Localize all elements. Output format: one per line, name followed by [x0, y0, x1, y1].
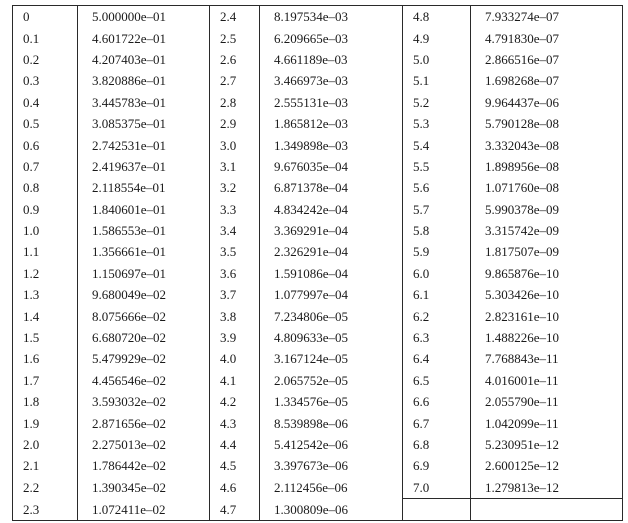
probability-value-cell: 7.933274e–07 — [471, 6, 623, 28]
probability-value-cell: 6.209665e–03 — [260, 27, 403, 48]
x-value-cell: 2.6 — [210, 49, 260, 70]
probability-value-cell: 1.042099e–11 — [471, 412, 623, 433]
table-row — [13, 455, 623, 476]
x-value-cell: 3.0 — [210, 134, 260, 155]
probability-value-cell: 2.555131e–03 — [260, 92, 403, 113]
x-value-cell: 1.9 — [13, 412, 78, 433]
x-value-cell: 2.0 — [13, 434, 78, 455]
table-row — [13, 177, 623, 198]
x-value-cell: 6.9 — [403, 455, 471, 476]
probability-value-cell: 5.412542e–06 — [260, 434, 403, 455]
x-value-cell: 6.3 — [403, 327, 471, 348]
table-row — [13, 134, 623, 155]
probability-value-cell: 1.300809e–06 — [260, 498, 403, 520]
probability-value-cell: 3.085375e–01 — [78, 113, 210, 134]
table-row — [13, 284, 623, 305]
table-row — [13, 241, 623, 262]
table-row — [13, 70, 623, 91]
x-value-cell: 2.9 — [210, 113, 260, 134]
probability-value-cell: 5.303426e–10 — [471, 284, 623, 305]
x-value-cell: 1.3 — [13, 284, 78, 305]
probability-value-cell: 8.197534e–03 — [260, 6, 403, 28]
probability-value-cell: 4.601722e–01 — [78, 27, 210, 48]
table-row — [13, 113, 623, 134]
x-value-cell: 4.0 — [210, 348, 260, 369]
x-value-cell: 5.5 — [403, 156, 471, 177]
x-value-cell: 4.6 — [210, 477, 260, 499]
probability-value-cell: 5.230951e–12 — [471, 434, 623, 455]
x-value-cell: 5.2 — [403, 92, 471, 113]
probability-value-cell: 5.479929e–02 — [78, 348, 210, 369]
x-value-cell: 3.9 — [210, 327, 260, 348]
x-value-cell: 4.3 — [210, 412, 260, 433]
x-value-cell: 2.4 — [210, 6, 260, 28]
x-value-cell: 1.0 — [13, 220, 78, 241]
x-value-cell: 0.5 — [13, 113, 78, 134]
x-value-cell: 5.4 — [403, 134, 471, 155]
empty-value-cell — [471, 498, 623, 520]
probability-value-cell: 4.207403e–01 — [78, 49, 210, 70]
probability-value-cell: 2.055790e–11 — [471, 391, 623, 412]
probability-value-cell: 1.150697e–01 — [78, 263, 210, 284]
x-value-cell: 2.8 — [210, 92, 260, 113]
x-value-cell: 2.2 — [13, 477, 78, 499]
x-value-cell: 4.4 — [210, 434, 260, 455]
probability-value-cell: 1.586553e–01 — [78, 220, 210, 241]
x-value-cell: 1.8 — [13, 391, 78, 412]
x-value-cell: 6.8 — [403, 434, 471, 455]
table-row — [13, 498, 623, 520]
probability-value-cell: 4.661189e–03 — [260, 49, 403, 70]
probability-value-cell: 1.077997e–04 — [260, 284, 403, 305]
probability-value-cell: 3.315742e–09 — [471, 220, 623, 241]
x-value-cell: 0.8 — [13, 177, 78, 198]
x-value-cell: 5.8 — [403, 220, 471, 241]
probability-value-cell: 1.786442e–02 — [78, 455, 210, 476]
x-value-cell: 1.1 — [13, 241, 78, 262]
probability-value-cell: 1.488226e–10 — [471, 327, 623, 348]
x-value-cell: 4.8 — [403, 6, 471, 28]
x-value-cell: 3.4 — [210, 220, 260, 241]
probability-value-cell: 2.600125e–12 — [471, 455, 623, 476]
probability-value-cell: 1.071760e–08 — [471, 177, 623, 198]
table-row — [13, 305, 623, 326]
x-value-cell: 0.2 — [13, 49, 78, 70]
x-value-cell: 4.1 — [210, 370, 260, 391]
table-row — [13, 391, 623, 412]
probability-value-cell: 4.016001e–11 — [471, 370, 623, 391]
x-value-cell: 4.5 — [210, 455, 260, 476]
x-value-cell: 5.9 — [403, 241, 471, 262]
probability-value-cell: 2.275013e–02 — [78, 434, 210, 455]
x-value-cell: 1.6 — [13, 348, 78, 369]
probability-value-cell: 1.817507e–09 — [471, 241, 623, 262]
probability-value-cell: 3.466973e–03 — [260, 70, 403, 91]
probability-value-cell: 4.791830e–07 — [471, 27, 623, 48]
probability-value-cell: 8.075666e–02 — [78, 305, 210, 326]
probability-value-cell: 5.990378e–09 — [471, 199, 623, 220]
probability-value-cell: 1.898956e–08 — [471, 156, 623, 177]
table-row — [13, 49, 623, 70]
probability-value-cell: 3.167124e–05 — [260, 348, 403, 369]
probability-value-cell: 2.871656e–02 — [78, 412, 210, 433]
x-value-cell: 0 — [13, 6, 78, 28]
x-value-cell: 3.2 — [210, 177, 260, 198]
probability-value-cell: 3.593032e–02 — [78, 391, 210, 412]
x-value-cell: 0.1 — [13, 27, 78, 48]
probability-value-cell: 4.834242e–04 — [260, 199, 403, 220]
table-row — [13, 263, 623, 284]
probability-value-cell: 3.445783e–01 — [78, 92, 210, 113]
probability-value-cell: 1.072411e–02 — [78, 498, 210, 520]
probability-value-cell: 2.419637e–01 — [78, 156, 210, 177]
probability-value-cell: 2.118554e–01 — [78, 177, 210, 198]
probability-value-cell: 9.676035e–04 — [260, 156, 403, 177]
table-row — [13, 220, 623, 241]
probability-value-cell: 1.390345e–02 — [78, 477, 210, 499]
x-value-cell: 2.1 — [13, 455, 78, 476]
x-value-cell: 3.6 — [210, 263, 260, 284]
x-value-cell: 6.1 — [403, 284, 471, 305]
probability-value-cell: 4.456546e–02 — [78, 370, 210, 391]
x-value-cell: 0.9 — [13, 199, 78, 220]
probability-value-cell: 1.840601e–01 — [78, 199, 210, 220]
probability-value-cell: 7.768843e–11 — [471, 348, 623, 369]
x-value-cell: 3.1 — [210, 156, 260, 177]
x-value-cell: 1.7 — [13, 370, 78, 391]
probability-value-cell: 6.680720e–02 — [78, 327, 210, 348]
x-value-cell: 0.3 — [13, 70, 78, 91]
x-value-cell: 5.1 — [403, 70, 471, 91]
x-value-cell: 3.8 — [210, 305, 260, 326]
probability-value-cell: 1.591086e–04 — [260, 263, 403, 284]
x-value-cell: 0.7 — [13, 156, 78, 177]
probability-value-cell: 9.680049e–02 — [78, 284, 210, 305]
x-value-cell: 1.5 — [13, 327, 78, 348]
probability-value-cell: 2.326291e–04 — [260, 241, 403, 262]
x-value-cell: 3.3 — [210, 199, 260, 220]
probability-value-cell: 1.698268e–07 — [471, 70, 623, 91]
probability-value-cell: 9.964437e–06 — [471, 92, 623, 113]
probability-value-cell: 2.823161e–10 — [471, 305, 623, 326]
x-value-cell: 6.7 — [403, 412, 471, 433]
x-value-cell: 4.2 — [210, 391, 260, 412]
probability-value-cell: 2.742531e–01 — [78, 134, 210, 155]
probability-table — [12, 5, 623, 521]
table-row — [13, 27, 623, 48]
probability-value-cell: 3.332043e–08 — [471, 134, 623, 155]
table-row — [13, 434, 623, 455]
x-value-cell: 2.5 — [210, 27, 260, 48]
probability-value-cell: 3.397673e–06 — [260, 455, 403, 476]
probability-value-cell: 2.065752e–05 — [260, 370, 403, 391]
x-value-cell: 4.7 — [210, 498, 260, 520]
probability-value-cell: 1.349898e–03 — [260, 134, 403, 155]
x-value-cell: 6.2 — [403, 305, 471, 326]
table-row — [13, 370, 623, 391]
probability-value-cell: 1.279813e–12 — [471, 477, 623, 499]
x-value-cell: 0.6 — [13, 134, 78, 155]
probability-value-cell: 8.539898e–06 — [260, 412, 403, 433]
x-value-cell: 2.7 — [210, 70, 260, 91]
probability-value-cell: 9.865876e–10 — [471, 263, 623, 284]
x-value-cell: 6.4 — [403, 348, 471, 369]
table-row — [13, 6, 623, 28]
x-value-cell: 2.3 — [13, 498, 78, 520]
x-value-cell: 7.0 — [403, 477, 471, 499]
x-value-cell: 0.4 — [13, 92, 78, 113]
x-value-cell: 5.7 — [403, 199, 471, 220]
x-value-cell: 5.0 — [403, 49, 471, 70]
probability-value-cell: 1.334576e–05 — [260, 391, 403, 412]
probability-value-cell: 6.871378e–04 — [260, 177, 403, 198]
x-value-cell: 6.6 — [403, 391, 471, 412]
x-value-cell: 1.4 — [13, 305, 78, 326]
x-value-cell: 4.9 — [403, 27, 471, 48]
x-value-cell: 3.7 — [210, 284, 260, 305]
table-row — [13, 92, 623, 113]
probability-value-cell: 2.866516e–07 — [471, 49, 623, 70]
probability-value-cell: 5.000000e–01 — [78, 6, 210, 28]
empty-x-cell — [403, 498, 471, 520]
table-row — [13, 199, 623, 220]
table-row — [13, 412, 623, 433]
probability-value-cell: 2.112456e–06 — [260, 477, 403, 499]
probability-value-cell: 4.809633e–05 — [260, 327, 403, 348]
x-value-cell: 6.5 — [403, 370, 471, 391]
probability-value-cell: 3.820886e–01 — [78, 70, 210, 91]
x-value-cell: 6.0 — [403, 263, 471, 284]
table-row — [13, 156, 623, 177]
table-body — [13, 6, 623, 521]
probability-value-cell: 3.369291e–04 — [260, 220, 403, 241]
probability-value-cell: 1.865812e–03 — [260, 113, 403, 134]
x-value-cell: 5.3 — [403, 113, 471, 134]
x-value-cell: 3.5 — [210, 241, 260, 262]
probability-value-cell: 7.234806e–05 — [260, 305, 403, 326]
probability-value-cell: 5.790128e–08 — [471, 113, 623, 134]
x-value-cell: 5.6 — [403, 177, 471, 198]
table-row — [13, 477, 623, 499]
probability-value-cell: 1.356661e–01 — [78, 241, 210, 262]
x-value-cell: 1.2 — [13, 263, 78, 284]
table-row — [13, 327, 623, 348]
table-row — [13, 348, 623, 369]
